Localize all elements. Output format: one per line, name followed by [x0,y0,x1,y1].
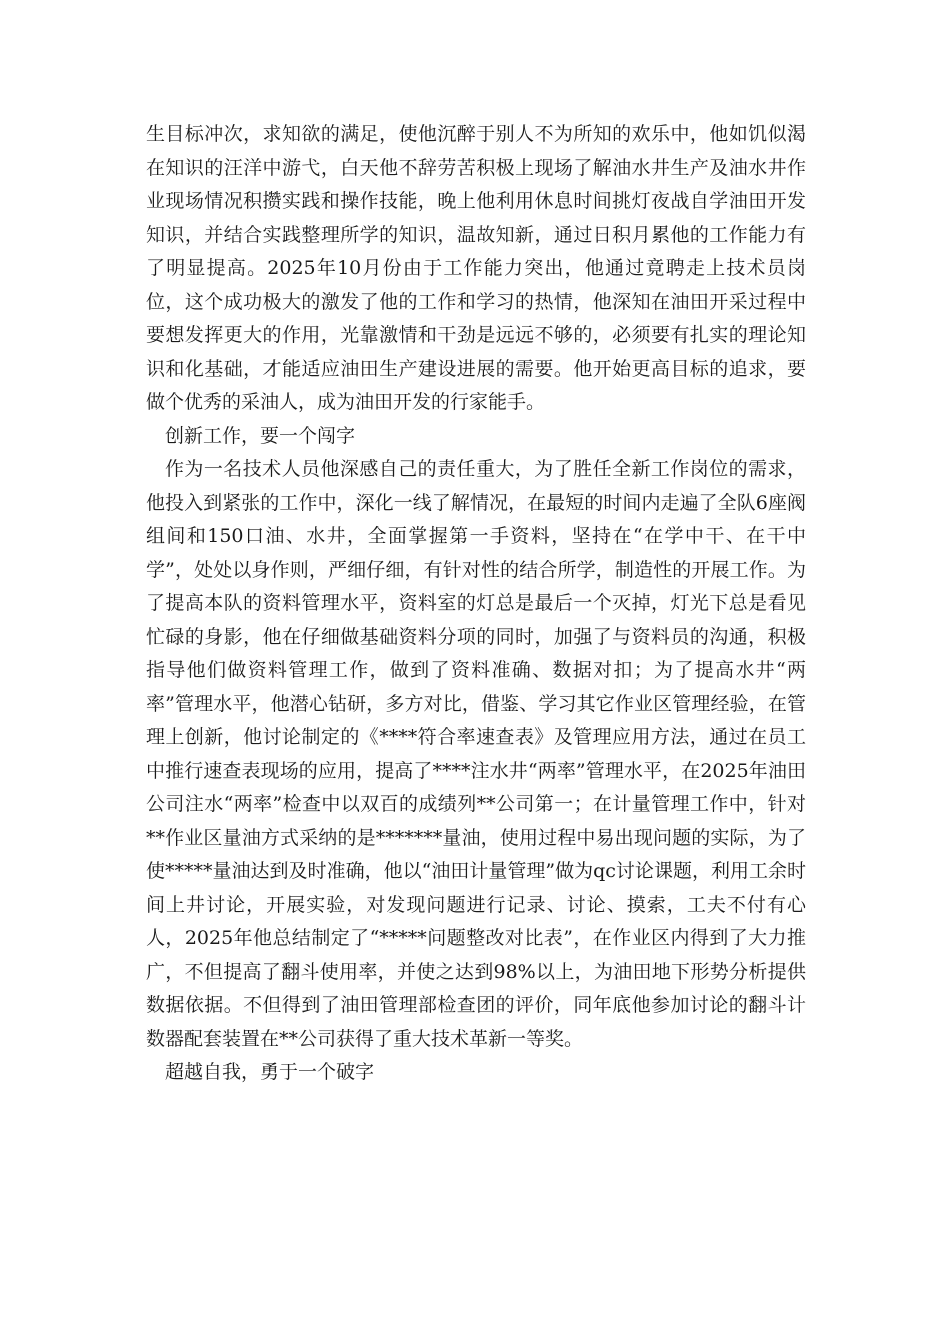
section-heading-surpass: 超越自我，勇于一个破字 [165,1061,375,1083]
document-page [146,118,806,1090]
section-heading-innovation: 创新工作，要一个闯字 [165,424,356,447]
body-paragraph-1: 生目标冲次，求知欲的满足，使他沉醉于别人不为所知的欢乐中，他如饥似渴在知识的汪洋中游弋，白天他不辞劳苦积极上现场了解油水井生产及油水井作业现场情况积攒实践和操作技能，晚上他利用休息时间挑灯夜战自学油田开发知识，并结合实践整理所学的知识，温故知新，通过日积月累他的工作能力有了明显提高。2025年10月份由于工作能力突出，他通过竟聘走上技术员岗位，这个成功极大的激发了他的工作和学习的热情，他深知在油田开采过程中要想发挥更大的作用，光靠激情和干劲是远远不够的，必须要有扎实的理论知识和化基础，才能适应油田生产建设进展的需要。他开始更高目标的追求，要做个优秀的采油人，成为油田开发的行家能手。 [146,123,806,413]
body-paragraph-2: 作为一名技术人员他深感自己的责任重大，为了胜任全新工作岗位的需求，他投入到紧张的工作中，深化一线了解情况，在最短的时间内走遍了全队6座阀组间和150口油、水井，全面掌握第一手资料，坚持在“在学中干、在干中学”，处处以身作则，严细仔细，有针对性的结合所学，制造性的开展工作。为了提高本队的资料管理水平，资料室的灯总是最后一个灭掉，灯光下总是看见忙碌的身影，他在仔细做基础资料分项的同时，加强了与资料员的沟通，积极指导他们做资料管理工作，做到了资料准确、数据对扣；为了提高水井“两率”管理水平，他潜心钻研，多方对比，借鉴、学习其它作业区管理经验，在管理上创新，他讨论制定的《****符合率速查表》及管理应用方法，通过在员工中推行速查表现场的应用，提高了****注水井“两率”管理水平，在2025年油田公司注水“两率”检查中以双百的成绩列**公司第一；在计量管理工作中，针对**作业区量油方式采纳的是*******量油，使用过程中易出现问题的实际，为了使*****量油达到及时准确，他以“油田计量管理”做为qc讨论课题，利用工余时间上井讨论，开展实验，对发现问题进行记录、讨论、摸索，工夫不付有心人，2025年他总结制定了“*****问题整改对比表”，在作业区内得到了大力推广，不但提高了翻斗使用率，并使之达到98%以上，为油田地下形势分析提供数据依据。不但得到了油田管理部检查团的评价，同年底他参加讨论的翻斗计数器配套装置在**公司获得了重大技术革新一等奖。 [146,458,806,1050]
